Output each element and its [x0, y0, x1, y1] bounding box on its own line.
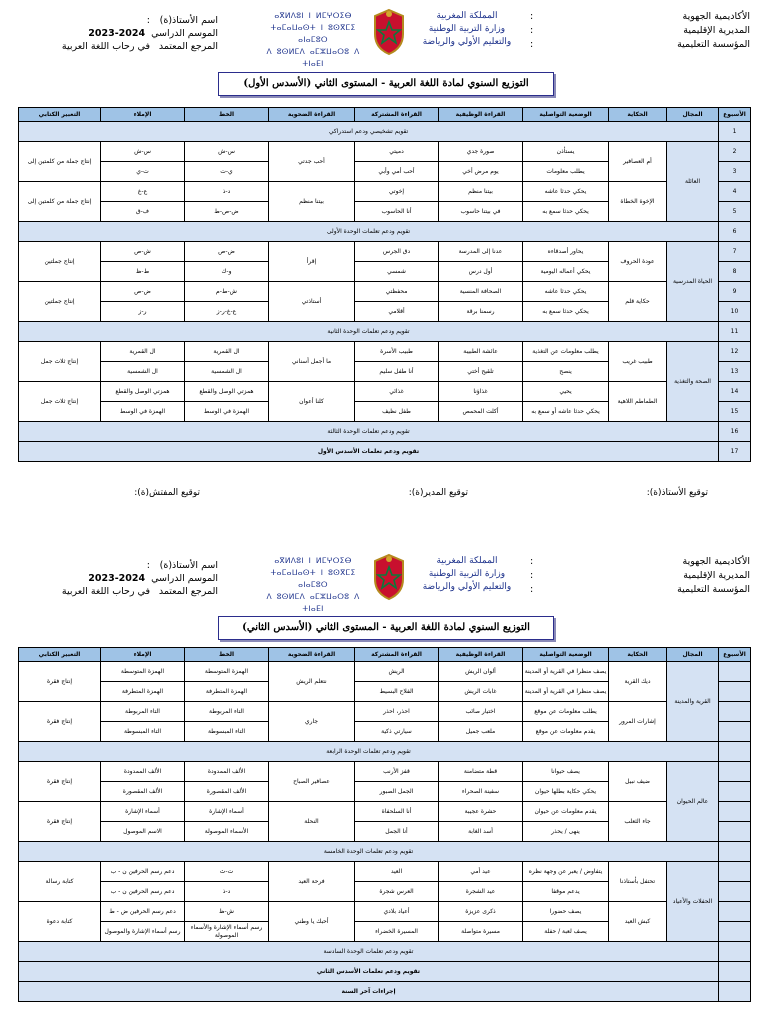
cell: يصف منظرا في القرية أو المدينة [523, 662, 609, 682]
table-row [19, 122, 751, 142]
inspector-signature: توقيع المفتش(ة): [134, 488, 200, 498]
col-spelling: الإملاء [101, 648, 185, 662]
cell: النحلة [269, 802, 355, 842]
week-cell [719, 882, 751, 902]
cell: نتعلم الريش [269, 662, 355, 702]
cell: الصحافة المنسية [439, 282, 523, 302]
teacher-name-label: اسم الأستاذ(ة) [159, 560, 218, 571]
cell: ض-ص-ط [185, 202, 269, 222]
week-cell [719, 662, 751, 682]
director-signature: توقيع المدير(ة): [408, 488, 468, 498]
crest-icon [369, 553, 409, 601]
week-cell: 4 [719, 182, 751, 202]
cell: عيد أمي [439, 862, 523, 882]
week-cell [719, 682, 751, 702]
tale-cell: تحتفل بأستاذنا [609, 862, 667, 902]
cell: يطلب معلومات عن التغذية [523, 342, 609, 362]
table-row [19, 842, 751, 862]
table-row [19, 222, 751, 242]
week-cell [719, 962, 751, 982]
cell: المسيرة الخضراء [355, 922, 439, 942]
cell: يحكي حدثا عاشه [523, 282, 609, 302]
ministry-tifinagh: ⴰⴳⵍⴷⵓⵏ ⵏ ⵍⵎⵖⵔⵉⴱ ⵜⴰⵎⴰⵡⴰⵙⵜ ⵏ ⵓⵙⴳⵎⵉ ⴰⵏⴰⵎⵓⵔ ⴷ ⵓⵙⵍⵎⴷ ⴰⵎⵣⵡⴰⵔⵓ ⴷ ⵜⵏⴰⴹⵏ [266, 11, 360, 68]
cell: الألف المقصورة [185, 782, 269, 802]
cell: عيد الشجرة [439, 882, 523, 902]
col-writing: التعبير الكتابي [19, 108, 101, 122]
cell: ملعب جميل [439, 722, 523, 742]
eval-row: تقويم ودعم تعلمات الوحدة الخامسة [19, 842, 719, 862]
institution-label: المؤسسة التعليمية [677, 584, 750, 595]
cell: الفلاح البسيط [355, 682, 439, 702]
col-writing: التعبير الكتابي [19, 648, 101, 662]
season-label: الموسم الدراسي [151, 28, 218, 39]
cell: ال الشمسية [185, 362, 269, 382]
cell: ش-ظ [185, 902, 269, 922]
cell: غابات الريش [439, 682, 523, 702]
cell: سيارتي ذكية [355, 722, 439, 742]
cell: شمسي [355, 262, 439, 282]
cell: طفل نظيف [355, 402, 439, 422]
cell: رسم أسماء الإشارة والأسماء الموصولة [185, 922, 269, 942]
cell: بيتنا منظم [439, 182, 523, 202]
eval-row: تقويم ودعم تعلمات الوحدة الأولى [19, 222, 719, 242]
end-of-year-row: إجراءات آخر السنة [19, 982, 719, 1002]
cell: عصافير الصباح [269, 762, 355, 802]
cell: الهمزة المتطرفة [185, 682, 269, 702]
cell: الريش [355, 662, 439, 682]
domain-cell: عالم الحيوان [667, 762, 719, 842]
tale-cell: ضيف نبيل [609, 762, 667, 802]
cell: كلنا أعوان [269, 382, 355, 422]
cell: ع-غ-ر-ز [185, 302, 269, 322]
cell: أكلت المحمص [439, 402, 523, 422]
cell: العيد [355, 862, 439, 882]
cell: يتفاوض / يعبر عن وجهة نظره [523, 862, 609, 882]
cell: إنتاج جملتين [19, 282, 101, 322]
cell: يحيي [523, 382, 609, 402]
cell: أستاذتي [269, 282, 355, 322]
cell: تلقيح أختي [439, 362, 523, 382]
cell: يحكي حدثا عاشه [523, 182, 609, 202]
cell: الهمزة في الوسط [185, 402, 269, 422]
col-leisure-reading: القراءة الضحوية [269, 108, 355, 122]
cell: غذاؤنا [439, 382, 523, 402]
distribution-sheet-semester-1 [0, 0, 768, 498]
teacher-info: اسم الأستاذ(ة) : الموسم الدراسي 2023-2024 المرجع المعتمد في رحاب اللغة العربية [61, 560, 218, 597]
cell: ت-ث [185, 862, 269, 882]
table-row [19, 242, 751, 262]
week-cell [719, 802, 751, 822]
sheet-header [0, 545, 768, 613]
cell: إخوتي [355, 182, 439, 202]
cell: ع-غ [101, 182, 185, 202]
cell: رسم أسماء الإشارة والموصول [101, 922, 185, 942]
cell: التاء المبسوطة [185, 722, 269, 742]
cell: ينصح [523, 362, 609, 382]
cell: همزتي الوصل والقطع [101, 382, 185, 402]
reference-value: في رحاب اللغة العربية [61, 586, 150, 597]
cell: حشرة عجيبة [439, 802, 523, 822]
domain-cell: الحفلات والأعياد [667, 862, 719, 942]
reference-value: في رحاب اللغة العربية [61, 41, 150, 52]
table-row [19, 142, 751, 162]
cell: في بيتنا حاسوب [439, 202, 523, 222]
cell: الألف الممدودة [101, 762, 185, 782]
table-row [19, 322, 751, 342]
cell: دعم رسم الحرفين ن - ب [101, 882, 185, 902]
eval-row: تقويم ودعم تعلمات الوحدة السادسة [19, 942, 719, 962]
season-value: 2023-2024 [88, 28, 146, 39]
page-title: التوزيع السنوي لمادة اللغة العربية - المستوى الثاني (الأسدس الثاني) [218, 616, 554, 640]
academy-label: الأكاديمية الجهوية [682, 11, 750, 22]
table-row [19, 762, 751, 782]
tale-cell: عودة الحروف [609, 242, 667, 282]
ministry-tifinagh: ⴰⴳⵍⴷⵓⵏ ⵏ ⵍⵎⵖⵔⵉⴱ ⵜⴰⵎⴰⵡⴰⵙⵜ ⵏ ⵓⵙⴳⵎⵉ ⴰⵏⴰⵎⵓⵔ ⴷ ⵓⵙⵍⵎⴷ ⴰⵎⵣⵡⴰⵔⵓ ⴷ ⵜⵏⴰⴹⵏ [266, 556, 360, 613]
table-row [19, 442, 751, 462]
cell: يقدم معلومات عن حيوان [523, 802, 609, 822]
cell: يوم مرض أخي [439, 162, 523, 182]
cell: يستأذن [523, 142, 609, 162]
col-week: الأسبوع [719, 648, 751, 662]
week-cell: 16 [719, 422, 751, 442]
cell: يحكي حدثا عاشه أو سمع به [523, 402, 609, 422]
cell: د-ذ [185, 882, 269, 902]
tale-cell: الطماطم اللاهية [609, 382, 667, 422]
cell: بيتنا منظم [269, 182, 355, 222]
week-cell: 1 [719, 122, 751, 142]
cell: و-ك [185, 262, 269, 282]
week-cell [719, 742, 751, 762]
cell: يحكي أعماله اليومية [523, 262, 609, 282]
week-cell: 13 [719, 362, 751, 382]
domain-cell: القرية والمدينة [667, 662, 719, 742]
cell: أقلامي [355, 302, 439, 322]
week-cell [719, 902, 751, 922]
cell: يطلب معلومات [523, 162, 609, 182]
cell: يطلب معلومات عن موقع [523, 702, 609, 722]
ministry-arabic: المملكة المغربية وزارة التربية الوطنية والتعليم الأولي والرياضة [422, 556, 512, 592]
tale-cell: حكاية قلم [609, 282, 667, 322]
week-cell: 12 [719, 342, 751, 362]
cell: إقرأ [269, 242, 355, 282]
tale-cell: جاء الثعلب [609, 802, 667, 842]
cell: س-ش [185, 142, 269, 162]
week-cell [719, 922, 751, 942]
tale-cell: ديك القرية [609, 662, 667, 702]
cell: أنا الحاسوب [355, 202, 439, 222]
cell: أسماء الإشارة [101, 802, 185, 822]
cell: د-ذ [185, 182, 269, 202]
cell: احذر، احذر [355, 702, 439, 722]
week-cell [719, 862, 751, 882]
table-row [19, 862, 751, 882]
domain-cell: الصحة والتغذية [667, 342, 719, 422]
cell: الألف الممدودة [185, 762, 269, 782]
table-header-row [19, 108, 751, 122]
week-cell [719, 782, 751, 802]
cell: يصف حضورا [523, 902, 609, 922]
cell: أسماء الإشارة [185, 802, 269, 822]
cell: عدنا إلى المدرسة [439, 242, 523, 262]
cell: الهمزة المتوسطة [185, 662, 269, 682]
week-cell: 17 [719, 442, 751, 462]
cell: كتابة رسالة [19, 862, 101, 902]
table-row [19, 422, 751, 442]
cell: الجمل الصبور [355, 782, 439, 802]
cell: يحكي حكاية بطلها حيوان [523, 782, 609, 802]
week-cell: 2 [719, 142, 751, 162]
cell: ذكرى عزيزة [439, 902, 523, 922]
cell: الأسماء الموصولة [185, 822, 269, 842]
table-header-row [19, 648, 751, 662]
reference-label: المرجع المعتمد [158, 586, 218, 597]
week-cell: 8 [719, 262, 751, 282]
ministry-logo [257, 8, 527, 68]
cell: الاسم الموصول [101, 822, 185, 842]
cell: يدعم موقفا [523, 882, 609, 902]
cell: الهمزة في الوسط [101, 402, 185, 422]
eval-row: تقويم ودعم تعلمات الوحدة الثانية [19, 322, 719, 342]
cell: الألف المقصورة [101, 782, 185, 802]
reference-label: المرجع المعتمد [158, 41, 218, 52]
cell: إنتاج فقرة [19, 662, 101, 702]
week-cell: 6 [719, 222, 751, 242]
cell: ش-ص [101, 242, 185, 262]
cell: إنتاج جملة من كلمتين إلى [19, 142, 101, 182]
cell: ال القمرية [101, 342, 185, 362]
cell: أسد الغابة [439, 822, 523, 842]
cell: ينهى / يحذر [523, 822, 609, 842]
eval-row: تقويم ودعم تعلمات الوحدة الرابعة [19, 742, 719, 762]
week-cell: 14 [719, 382, 751, 402]
col-communication: الوضعية التواصلية [523, 648, 609, 662]
cell: يحاور أصدقاءه [523, 242, 609, 262]
cell: أنا الجمل [355, 822, 439, 842]
week-cell [719, 762, 751, 782]
col-functional-reading: القراءة الوظيفية [439, 108, 523, 122]
week-cell: 7 [719, 242, 751, 262]
col-functional-reading: القراءة الوظيفية [439, 648, 523, 662]
cell: ض-ص [185, 242, 269, 262]
table-row [19, 662, 751, 682]
col-shared-reading: القراءة المشتركة [355, 108, 439, 122]
cell: الهمزة المتوسطة [101, 662, 185, 682]
tale-cell: إشارات المرور [609, 702, 667, 742]
cell: أحب أمي وأبي [355, 162, 439, 182]
cell: أنا السلحفاة [355, 802, 439, 822]
cell: إنتاج فقرة [19, 762, 101, 802]
academy-label: الأكاديمية الجهوية [682, 556, 750, 567]
page-title: التوزيع السنوي لمادة اللغة العربية - المستوى الثاني (الأسدس الأول) [218, 72, 554, 96]
cell: أنا طفل سليم [355, 362, 439, 382]
week-cell [719, 722, 751, 742]
admin-info: الأكاديمية الجهوية : المديرية الإقليمية : المؤسسة التعليمية : [530, 556, 750, 595]
domain-cell: الحياة المدرسية [667, 242, 719, 322]
cell: دعم رسم الحرفين ن - ب [101, 862, 185, 882]
col-tale: الحكاية [609, 108, 667, 122]
cell: أحب جدتي [269, 142, 355, 182]
col-tale: الحكاية [609, 648, 667, 662]
cell: ط-ظ [101, 262, 185, 282]
week-cell: 15 [719, 402, 751, 422]
teacher-name-label: اسم الأستاذ(ة) [159, 15, 218, 26]
cell: دق الجرس [355, 242, 439, 262]
table-row [19, 962, 751, 982]
week-cell [719, 702, 751, 722]
cell: التاء المبسوطة [101, 722, 185, 742]
col-handwriting: الخط [185, 108, 269, 122]
cell: يصف منظرا في القرية أو المدينة [523, 682, 609, 702]
cell: التاء المربوطة [101, 702, 185, 722]
week-cell: 9 [719, 282, 751, 302]
cell: ر-ز [101, 302, 185, 322]
domain-cell: العائلة [667, 142, 719, 222]
cell: س-ش [101, 142, 185, 162]
tale-cell: أم العصافير [609, 142, 667, 182]
eval-row: تقويم ودعم تعلمات الأسدس الأول [19, 442, 719, 462]
cell: صورة جدي [439, 142, 523, 162]
cell: عائشة الطبيبة [439, 342, 523, 362]
ministry-arabic: المملكة المغربية وزارة التربية الوطنية والتعليم الأولي والرياضة [422, 11, 512, 47]
table-row [19, 702, 751, 722]
cell: غذائي [355, 382, 439, 402]
cell: إنتاج ثلاث جمل [19, 382, 101, 422]
cell: جاري [269, 702, 355, 742]
eval-row: تقويم تشخيصي ودعم استدراكي [19, 122, 719, 142]
directorate-label: المديرية الإقليمية [683, 25, 750, 36]
col-domain: المجال [667, 108, 719, 122]
table-row [19, 182, 751, 202]
cell: ش-ط-م [185, 282, 269, 302]
directorate-label: المديرية الإقليمية [683, 570, 750, 581]
col-communication: الوضعية التواصلية [523, 108, 609, 122]
cell: كتابة دعوة [19, 902, 101, 942]
cell: فرحة العيد [269, 862, 355, 902]
col-spelling: الإملاء [101, 108, 185, 122]
distribution-table [18, 107, 751, 462]
cell: قطة متضامنة [439, 762, 523, 782]
week-cell [719, 942, 751, 962]
table-row [19, 942, 751, 962]
table-row [19, 382, 751, 402]
week-cell: 5 [719, 202, 751, 222]
cell: طبيب الأسرة [355, 342, 439, 362]
col-leisure-reading: القراءة الضحوية [269, 648, 355, 662]
cell: أحبك يا وطني [269, 902, 355, 942]
col-handwriting: الخط [185, 648, 269, 662]
admin-info: الأكاديمية الجهوية : المديرية الإقليمية : المؤسسة التعليمية : [530, 11, 750, 50]
cell: ال القمرية [185, 342, 269, 362]
institution-label: المؤسسة التعليمية [677, 39, 750, 50]
cell: ي-ت [185, 162, 269, 182]
table-row [19, 802, 751, 822]
season-label: الموسم الدراسي [151, 573, 218, 584]
cell: يحكي حدثا سمع به [523, 302, 609, 322]
ministry-logo [257, 553, 527, 613]
cell: ف-ق [101, 202, 185, 222]
tale-cell: طبيب غريب [609, 342, 667, 382]
cell: يصف لعبة / حفلة [523, 922, 609, 942]
week-cell: 3 [719, 162, 751, 182]
sheet-header [0, 0, 768, 68]
cell: رسمنا برقة [439, 302, 523, 322]
table-row [19, 342, 751, 362]
cell: يصف حيوانا [523, 762, 609, 782]
cell: محفظتي [355, 282, 439, 302]
cell: إنتاج جملة من كلمتين إلى [19, 182, 101, 222]
week-cell: 10 [719, 302, 751, 322]
cell: إنتاج فقرة [19, 802, 101, 842]
season-value: 2023-2024 [88, 573, 146, 584]
cell: يقدم معلومات عن موقع [523, 722, 609, 742]
cell: همزتي الوصل والقطع [185, 382, 269, 402]
tale-cell: كبش العيد [609, 902, 667, 942]
table-row [19, 282, 751, 302]
table-row [19, 982, 751, 1002]
week-cell: 11 [719, 322, 751, 342]
cell: ت-ي [101, 162, 185, 182]
col-domain: المجال [667, 648, 719, 662]
cell: يحكي حدثا سمع به [523, 202, 609, 222]
week-cell [719, 982, 751, 1002]
tale-cell: الإخوة الخطاة [609, 182, 667, 222]
cell: ألوان الريش [439, 662, 523, 682]
crest-icon [369, 8, 409, 56]
cell: العرس شجرة [355, 882, 439, 902]
cell: أول درس [439, 262, 523, 282]
cell: إنتاج ثلاث جمل [19, 342, 101, 382]
table-row [19, 902, 751, 922]
cell: إنتاج جملتين [19, 242, 101, 282]
cell: ال الشمسية [101, 362, 185, 382]
distribution-table [18, 647, 751, 1002]
table-row [19, 742, 751, 762]
cell: الهمزة المتطرفة [101, 682, 185, 702]
cell: دعم رسم الحرفين ض - ط [101, 902, 185, 922]
cell: ما أجمل أسناني [269, 342, 355, 382]
col-shared-reading: القراءة المشتركة [355, 648, 439, 662]
teacher-signature: توقيع الأستاذ(ة): [646, 488, 708, 498]
cell: دميتي [355, 142, 439, 162]
cell: إنتاج فقرة [19, 702, 101, 742]
cell: ض-ص [101, 282, 185, 302]
cell: اختيار صائب [439, 702, 523, 722]
cell: التاء المربوطة [185, 702, 269, 722]
cell: أعياد بلادي [355, 902, 439, 922]
week-cell [719, 842, 751, 862]
teacher-info: اسم الأستاذ(ة) : الموسم الدراسي 2023-2024 المرجع المعتمد في رحاب اللغة العربية [61, 15, 218, 52]
eval-row: تقويم ودعم تعلمات الأسدس الثاني [19, 962, 719, 982]
cell: قفز الأرنب [355, 762, 439, 782]
distribution-sheet-semester-2 [0, 545, 768, 995]
col-week: الأسبوع [719, 108, 751, 122]
week-cell [719, 822, 751, 842]
cell: مسيرة متواصلة [439, 922, 523, 942]
cell: سفينة الصحراء [439, 782, 523, 802]
eval-row: تقويم ودعم تعلمات الوحدة الثالثة [19, 422, 719, 442]
